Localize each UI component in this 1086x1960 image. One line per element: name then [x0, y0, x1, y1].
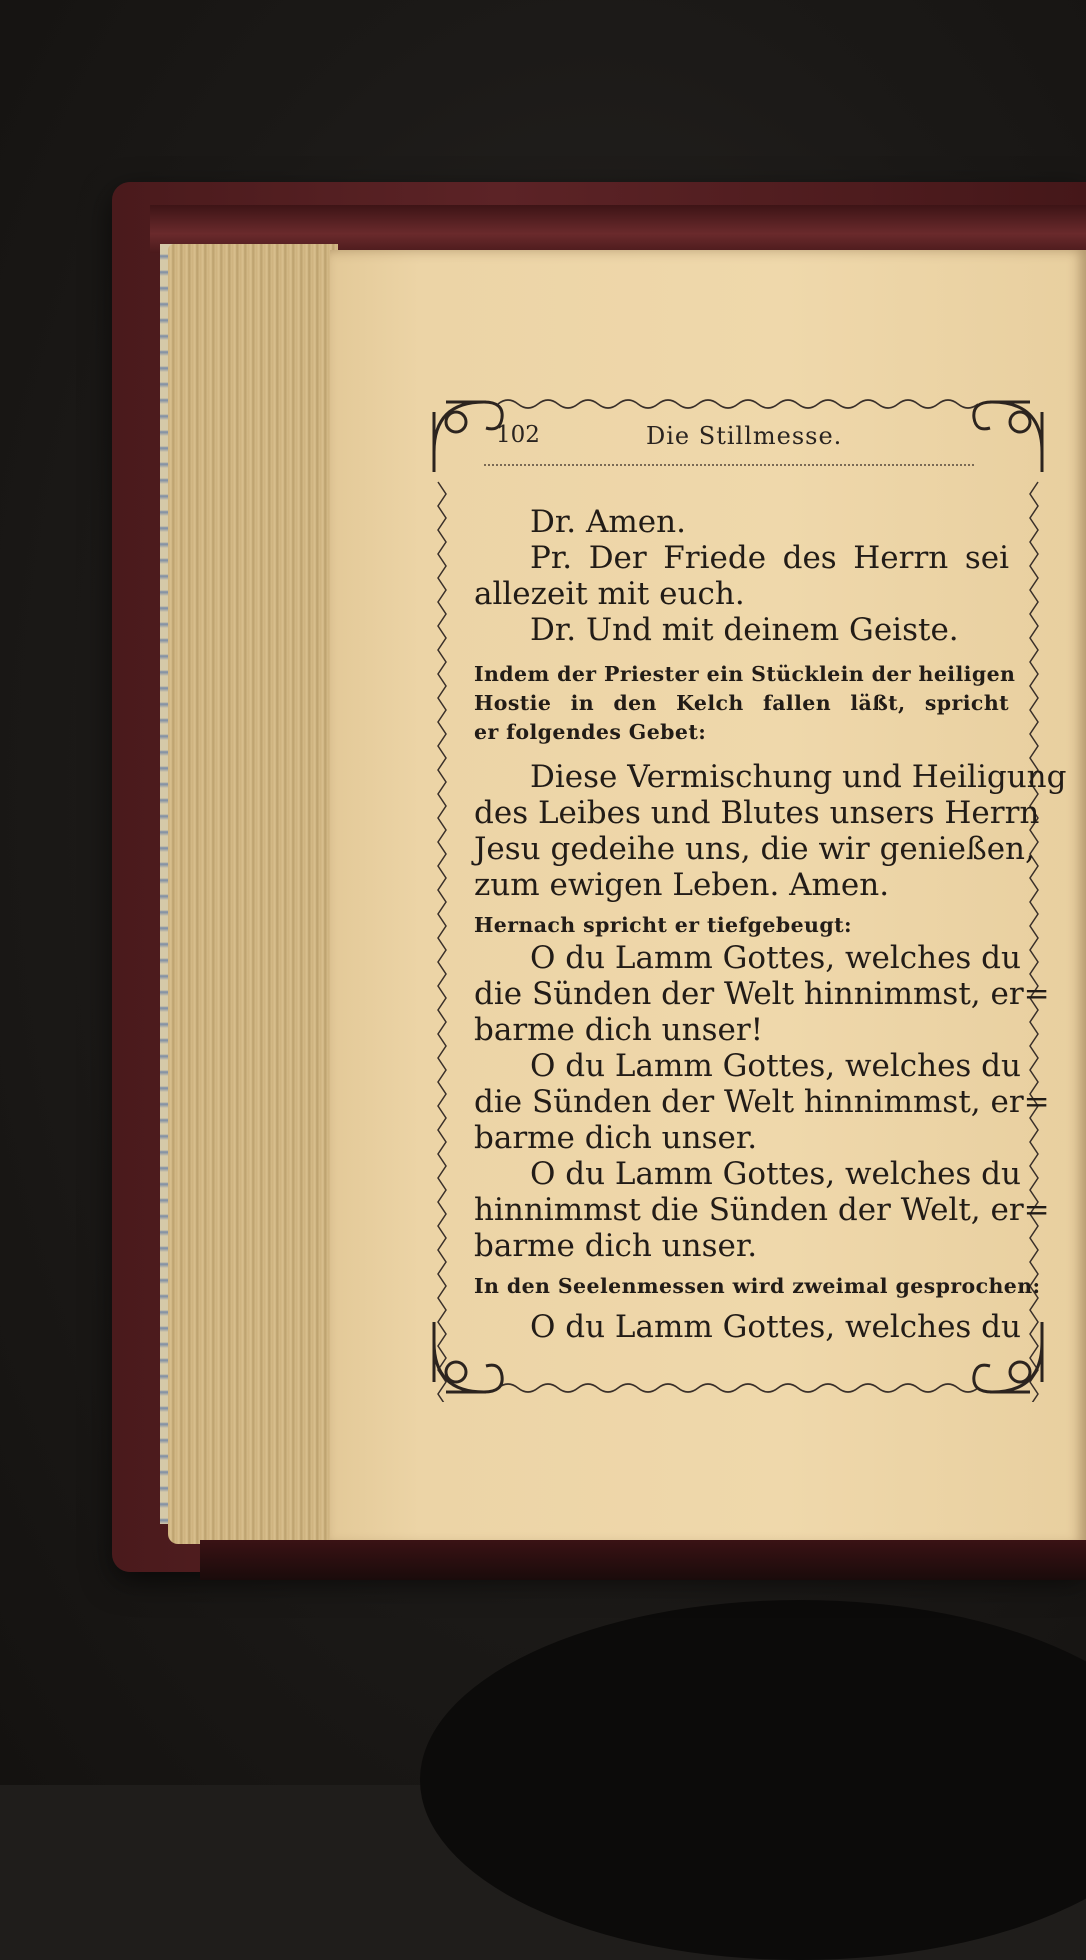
header-divider [484, 464, 974, 466]
agnus-1-line-1: O du Lamm Gottes, welches du [530, 940, 1021, 976]
agnus-4-line-1: O du Lamm Gottes, welches du [530, 1309, 1021, 1345]
prayer-line-4: zum ewigen Leben. Amen. [474, 867, 890, 903]
priest-line-1: Pr. Der Friede des Herrn sei [530, 540, 1009, 576]
prayer-line-1: Diese Vermischung und Heiligung [530, 759, 1067, 795]
corner-ornament-top-left-icon [434, 402, 502, 472]
agnus-3-line-1: O du Lamm Gottes, welches du [530, 1156, 1021, 1192]
response-line: Dr. Und mit deinem Geiste. [530, 612, 959, 648]
prayer-line-2: des Leibes und Blutes unsers Herrn [474, 795, 1040, 831]
page-number: 102 [496, 422, 540, 448]
priest-line-2: allezeit mit euch. [474, 576, 745, 612]
agnus-2-line-1: O du Lamm Gottes, welches du [530, 1048, 1021, 1084]
agnus-1-line-3: barme dich unser! [474, 1012, 764, 1048]
agnus-2-line-2: die Sünden der Welt hinnimmst, er= [474, 1084, 1050, 1120]
response-amen: Dr. Amen. [530, 504, 686, 540]
page-body [474, 504, 1067, 1345]
page-stack-edge [168, 244, 338, 1544]
frame-left-zigzag-icon [438, 482, 446, 1402]
page-bottom-shadow [200, 1540, 1086, 1580]
agnus-3-line-2: hinnimmst die Sünden der Welt, er= [474, 1192, 1050, 1228]
rubric-2: Hernach spricht er tiefgebeugt: [474, 913, 852, 937]
frame-top-wave-icon [498, 400, 978, 408]
corner-ornament-top-right-icon [974, 402, 1042, 472]
running-title: Die Stillmesse. [646, 422, 843, 450]
agnus-3-line-3: barme dich unser. [474, 1228, 758, 1264]
rubric-3: In den Seelenmessen wird zweimal gesprochen: [474, 1274, 1041, 1298]
rubric-1-line-2: Hostie in den Kelch fallen läßt, spricht [474, 691, 1009, 715]
agnus-1-line-2: die Sünden der Welt hinnimmst, er= [474, 976, 1050, 1012]
frame-bottom-wave-icon [498, 1384, 978, 1392]
prayer-line-3: Jesu gedeihe uns, die wir genießen, [474, 831, 1035, 867]
agnus-2-line-3: barme dich unser. [474, 1120, 758, 1156]
frame-right-zigzag-icon [1030, 482, 1038, 1402]
page-header [496, 422, 976, 462]
rubric-1-line-1: Indem der Priester ein Stücklein der heiligen [474, 662, 1016, 686]
rubric-1-line-3: er folgendes Gebet: [474, 720, 707, 744]
